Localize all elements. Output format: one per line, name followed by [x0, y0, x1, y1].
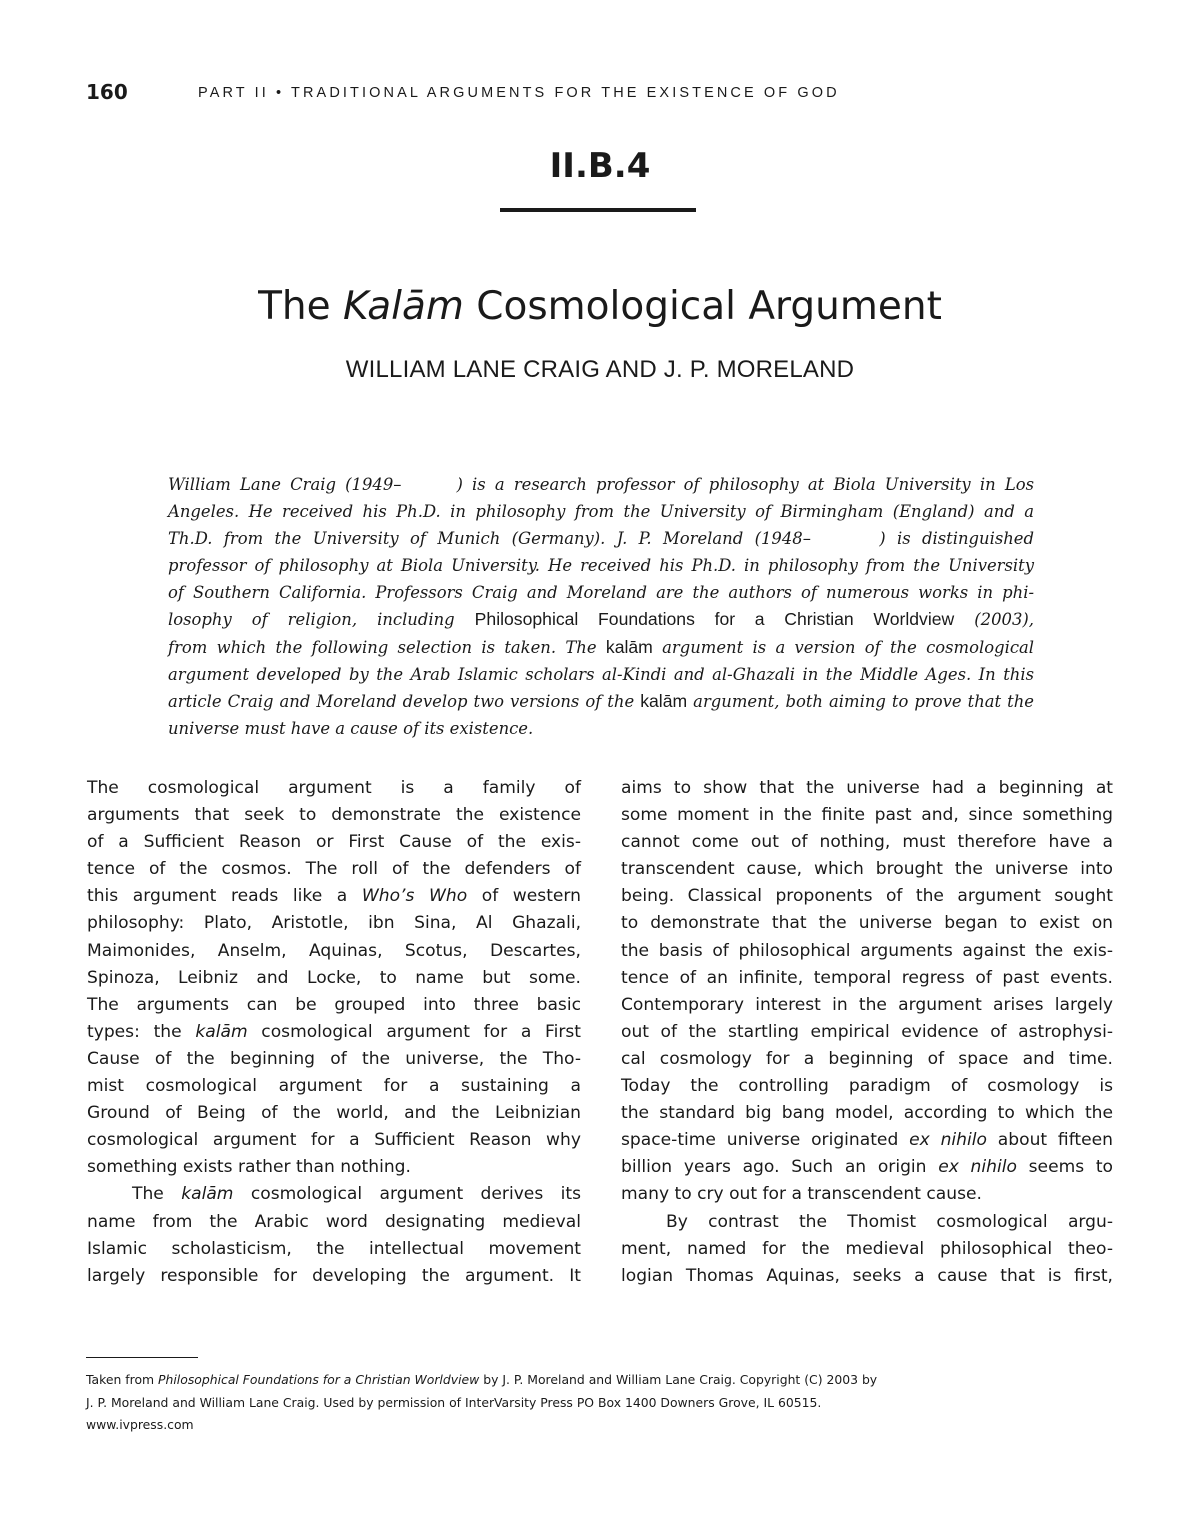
body-column-right — [621, 775, 1113, 1290]
body-line: transcendent cause, which brought the universe into — [621, 859, 1113, 880]
intro-term: kalām — [605, 636, 653, 657]
body-line: something exists rather than nothing. — [87, 1157, 411, 1178]
body-line: name from the Arabic word designating medieval — [87, 1211, 581, 1232]
body-text: types: the — [87, 1021, 196, 1042]
intro-text: losophy of religion, including — [168, 610, 475, 630]
body-line: the basis of philosophical arguments against the exis- — [621, 940, 1113, 961]
chapter-title-italic: Kalām — [343, 284, 464, 329]
chapter-title — [0, 284, 1200, 329]
body-line: philosophy: Plato, Aristotle, ibn Sina, Al Ghazali, — [87, 913, 581, 934]
body-line: ment, named for the medieval philosophical theo- — [621, 1238, 1113, 1259]
body-text: this argument reads like a — [87, 886, 362, 907]
body-line: tence of an infinite, temporal regress of past events. — [621, 967, 1113, 988]
body-text: cosmological argument for a First — [247, 1021, 582, 1042]
chapter-title-post: Cosmological Argument — [463, 284, 942, 329]
intro-text: from which the following selection is taken. The — [168, 637, 606, 657]
intro-line: Th.D. from the University of Munich (Germany). J. P. Moreland (1948– ) is distinguished — [168, 529, 1034, 549]
running-head: PART II • TRADITIONAL ARGUMENTS FOR THE EXISTENCE OF GOD — [198, 85, 840, 101]
body-emphasis: kalām — [181, 1184, 234, 1205]
body-line: The cosmological argument is a family of — [87, 778, 581, 798]
author-intro — [168, 471, 1034, 742]
body-line: Islamic scholasticism, the intellectual movement — [87, 1238, 581, 1259]
body-line: The arguments can be grouped into three basic — [87, 994, 581, 1015]
body-emphasis: kalām — [195, 1021, 248, 1042]
footnote-text: Taken from — [86, 1372, 159, 1387]
section-rule — [500, 208, 696, 212]
body-emphasis: ex nihilo — [909, 1130, 987, 1151]
body-line: Cause of the beginning of the universe, the Tho- — [87, 1048, 581, 1069]
body-line: Contemporary interest in the argument arises largely — [621, 994, 1113, 1015]
body-line: Maimonides, Anselm, Aquinas, Scotus, Descartes, — [87, 940, 581, 961]
body-line: Today the controlling paradigm of cosmology is — [621, 1076, 1113, 1097]
intro-line: professor of philosophy at Biola University. He received his Ph.D. in philosophy from the University — [168, 556, 1034, 576]
body-line — [621, 1127, 1113, 1154]
body-line: to demonstrate that the universe began to exist on — [621, 913, 1113, 934]
body-emphasis: ex nihilo — [938, 1157, 1017, 1178]
body-line — [87, 883, 581, 910]
body-line: logian Thomas Aquinas, seeks a cause that is first, — [621, 1265, 1113, 1286]
body-line: arguments that seek to demonstrate the existence — [87, 805, 581, 826]
intro-text: (2003), — [954, 610, 1034, 630]
intro-text: argument is a version of the cosmological — [652, 637, 1035, 657]
body-column-left — [87, 775, 581, 1290]
body-line: cal cosmology for a beginning of space and time. — [621, 1048, 1113, 1069]
intro-line — [168, 634, 1034, 661]
body-line: of a Sufficient Reason or First Cause of the exis- — [87, 832, 581, 853]
body-text: cosmological argument derives its — [233, 1184, 581, 1205]
body-line: many to cry out for a transcendent cause. — [621, 1184, 982, 1205]
footnote-text: by J. P. Moreland and William Lane Craig. Copyright (C) 2003 by — [479, 1372, 878, 1387]
footnote-rule — [86, 1357, 198, 1358]
footnote-book-title: Philosophical Foundations for a Christian Worldview — [158, 1372, 480, 1387]
body-line: mist cosmological argument for a sustaining a — [87, 1076, 581, 1097]
intro-line: William Lane Craig (1949– ) is a research professor of philosophy at Biola University in Los — [168, 475, 1034, 494]
source-footnote — [86, 1369, 946, 1437]
intro-term: kalām — [640, 690, 688, 711]
page-number: 160 — [86, 80, 128, 104]
intro-text: argument, both aiming to prove that the — [687, 691, 1034, 711]
body-line: cannot come out of nothing, must therefore have a — [621, 832, 1113, 853]
intro-line: argument developed by the Arab Islamic scholars al-Kindi and al-Ghazali in the Middle Ages. In this — [168, 664, 1034, 684]
footnote-line: J. P. Moreland and William Lane Craig. Used by permission of InterVarsity Press PO Box 1400 Downers Grove, IL 60515. — [86, 1394, 822, 1410]
body-text: billion years ago. Such an origin — [621, 1157, 939, 1178]
body-emphasis: Who’s Who — [361, 886, 468, 907]
body-line — [621, 1154, 1113, 1181]
section-number: II.B.4 — [549, 146, 651, 186]
body-line — [87, 1019, 581, 1046]
body-line: out of the startling empirical evidence of astrophysi- — [621, 1021, 1113, 1042]
body-line: cosmological argument for a Sufficient Reason why — [87, 1130, 581, 1151]
body-text: space-time universe originated — [621, 1130, 910, 1151]
body-line: By contrast the Thomist cosmological argu- — [666, 1211, 1113, 1232]
chapter-title-pre: The — [258, 284, 344, 329]
body-line: Spinoza, Leibniz and Locke, to name but some. — [87, 967, 581, 988]
body-line: aims to show that the universe had a beginning at — [621, 778, 1113, 798]
intro-line: of Southern California. Professors Craig and Moreland are the authors of numerous works in phi- — [168, 583, 1034, 603]
body-text: about fifteen — [986, 1130, 1113, 1151]
body-line: largely responsible for developing the argument. It — [87, 1265, 581, 1286]
body-line: some moment in the finite past and, since something — [621, 805, 1113, 826]
intro-line: universe must have a cause of its existence. — [168, 718, 534, 738]
body-text: of western — [467, 886, 581, 907]
footnote-line — [86, 1369, 946, 1392]
body-line: being. Classical proponents of the argument sought — [621, 886, 1113, 907]
body-text: The — [132, 1184, 182, 1205]
body-line: tence of the cosmos. The roll of the defenders of — [87, 859, 581, 880]
intro-line — [168, 606, 1034, 633]
body-line — [87, 1181, 581, 1208]
intro-line: Angeles. He received his Ph.D. in philosophy from the University of Birmingham (England) and a — [168, 502, 1034, 522]
body-text: seems to — [1016, 1157, 1113, 1178]
intro-book-title: Philosophical Foundations for a Christian Worldview — [474, 609, 955, 630]
intro-text: article Craig and Moreland develop two versions of the — [168, 691, 641, 711]
body-line: Ground of Being of the world, and the Leibnizian — [87, 1103, 581, 1124]
body-line: the standard big bang model, according to which the — [621, 1103, 1113, 1124]
footnote-url[interactable]: www.ivpress.com — [86, 1417, 194, 1432]
intro-line — [168, 688, 1034, 715]
chapter-authors: WILLIAM LANE CRAIG AND J. P. MORELAND — [345, 356, 855, 383]
